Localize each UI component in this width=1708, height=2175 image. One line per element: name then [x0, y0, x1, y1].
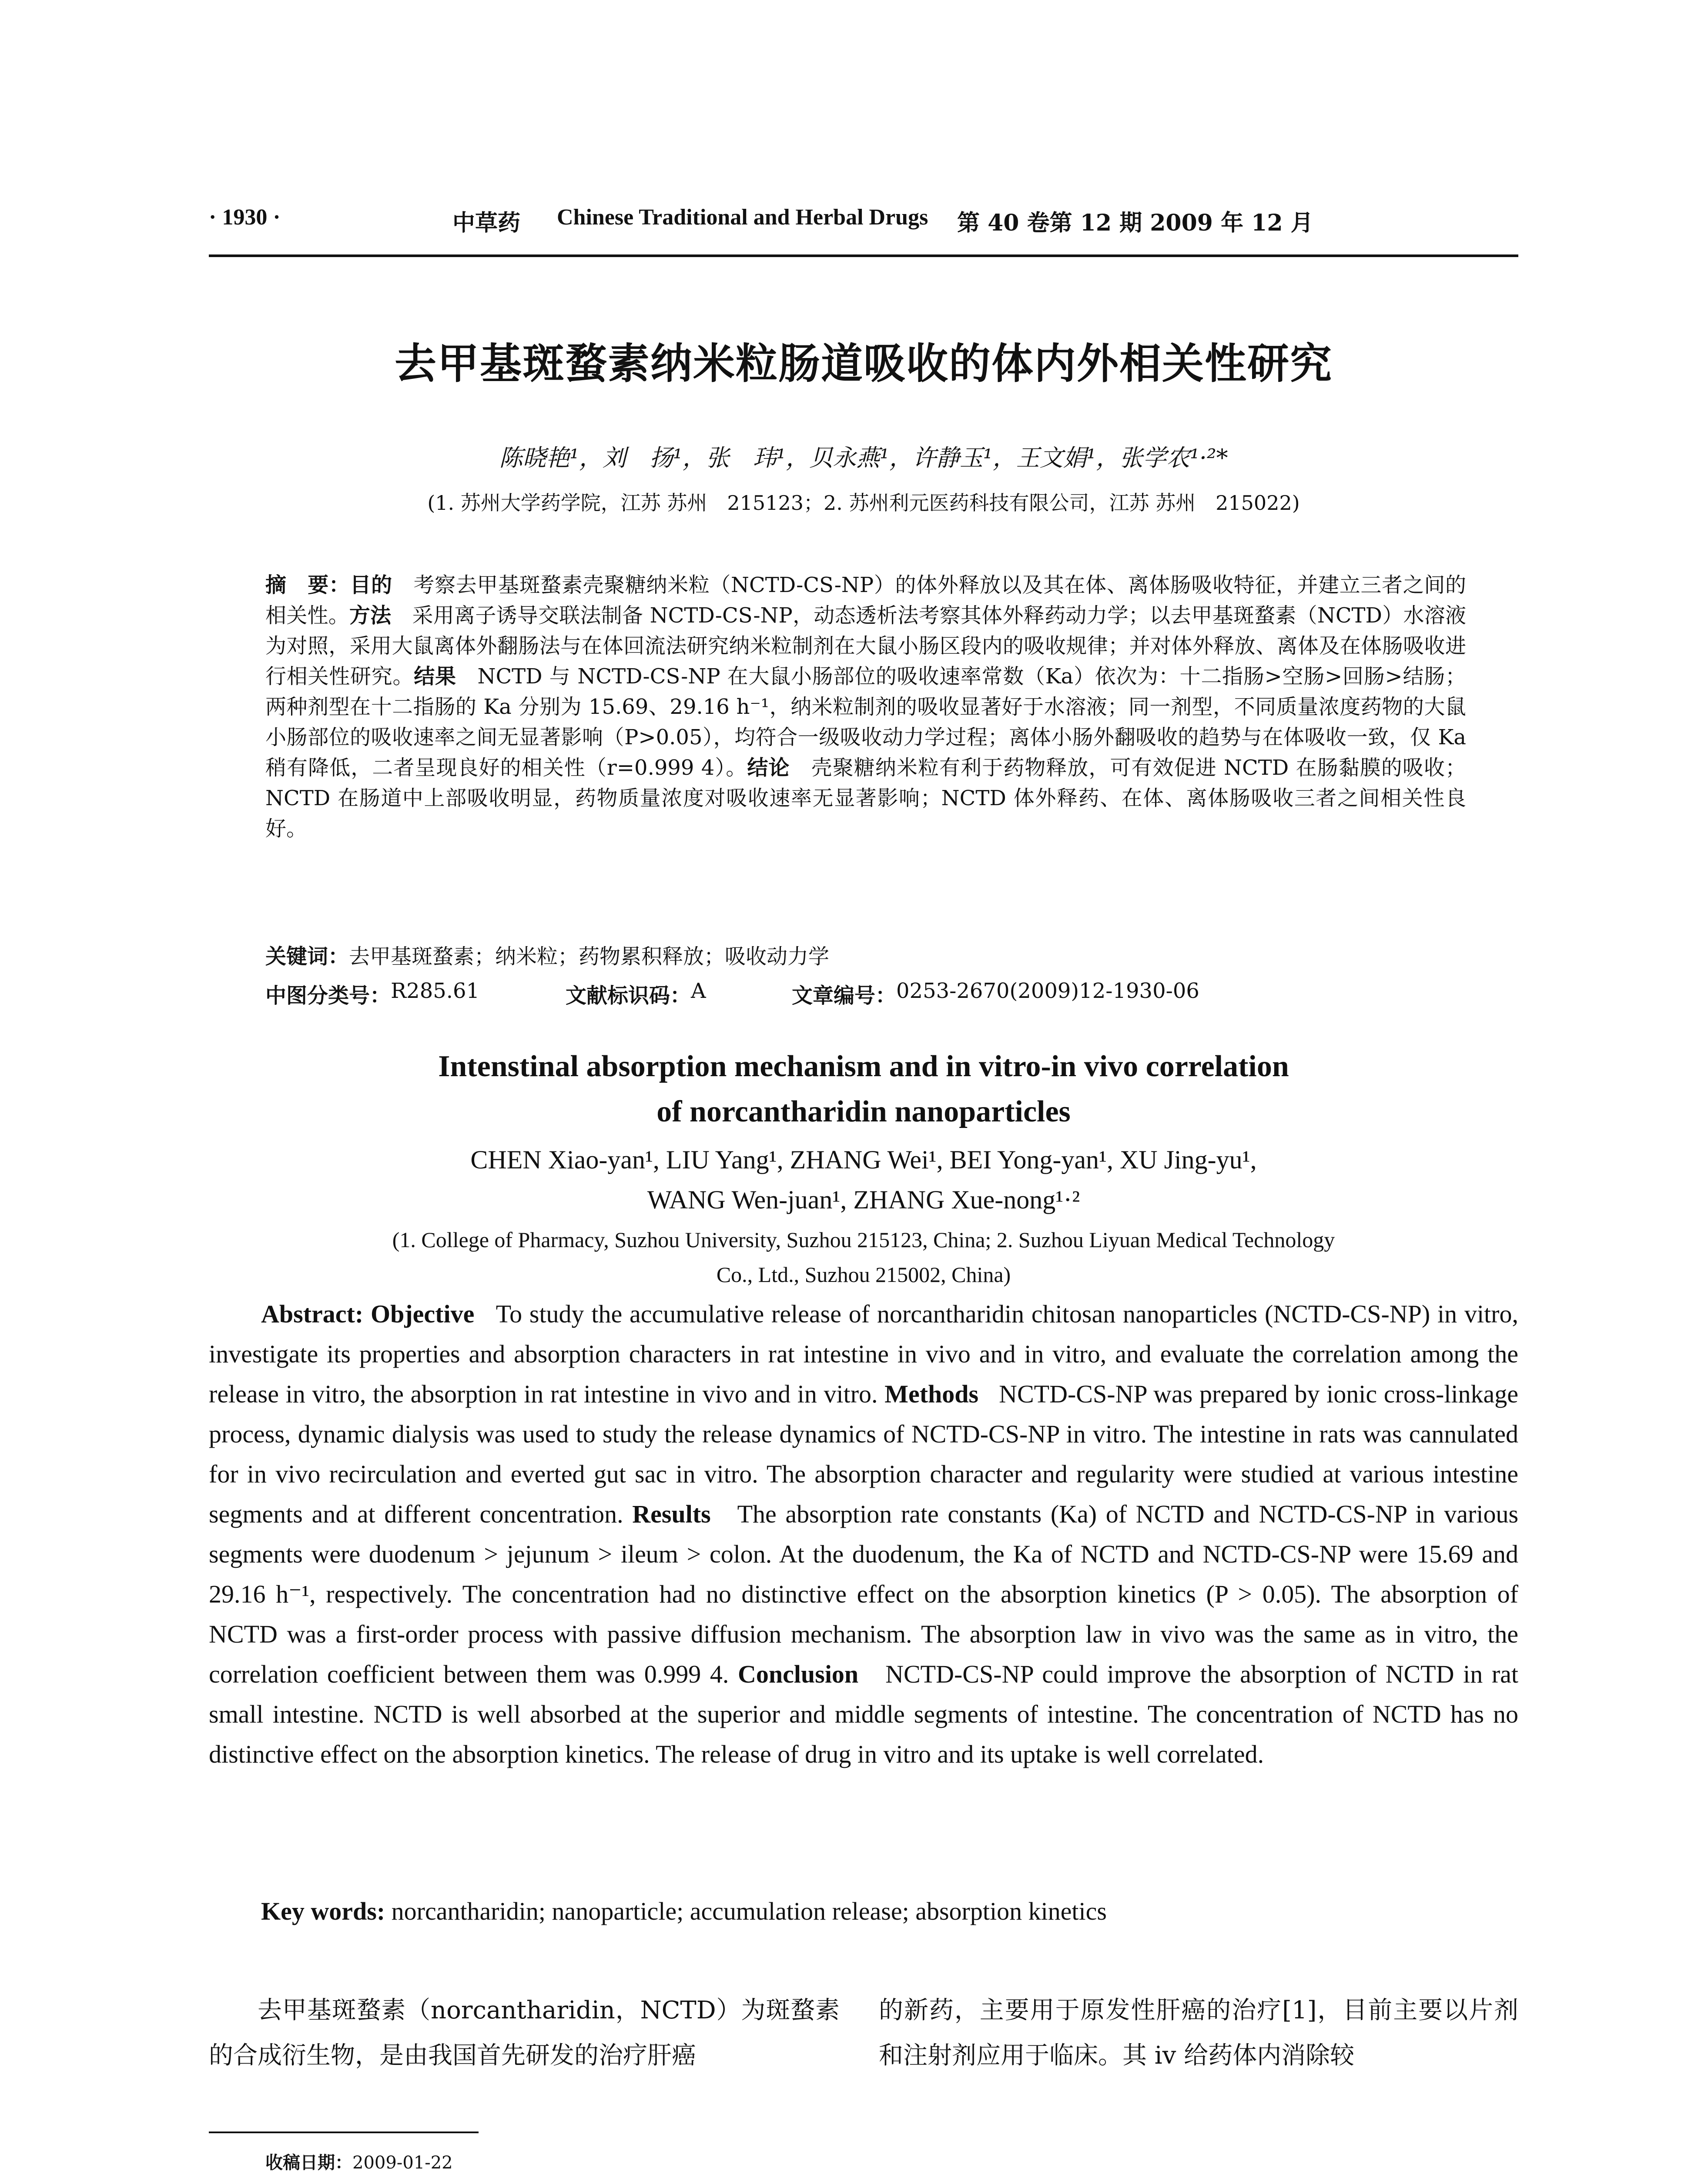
objective-en: To study the accumulative release of norcantharidin chitosan nanoparticles (NCTD-CS-NP) in vitro, investigate its properties and absorption characters in rat intestine in vivo and in vitro, and evaluate the correlation among the release in vitro, the absorption in rat intestine in vivo and in vitro. — [209, 1300, 1519, 1408]
journal-name-en: Chinese Traditional and Herbal Drugs — [557, 205, 928, 230]
keywords-cn-text: 去甲基斑蝥素；纳米粒；药物累积释放；吸收动力学 — [349, 944, 830, 969]
issue-info: 第 40 卷第 12 期 2009 年 12 月 — [957, 210, 1313, 236]
classification-line — [265, 979, 1466, 1008]
conclusion-label-en: Conclusion — [737, 1660, 859, 1688]
keywords-en — [261, 1897, 1518, 1926]
abstract-en — [209, 1294, 1518, 1774]
received-date: 2009-01-22 — [352, 2153, 453, 2173]
keywords-en-text: norcantharidin; nanoparticle; accumulation release; absorption kinetics — [391, 1897, 1107, 1925]
title-en-line-2: of norcantharidin nanoparticles — [656, 1095, 1071, 1128]
article-no-value: 0253-2670(2009)12-1930-06 — [896, 979, 1199, 1003]
methods-en: NCTD-CS-NP was prepared by ionic cross-linkage process, dynamic dialysis was used to study the release dynamics of NCTD-CS-NP in vitro. The intestine in rats was cannulated for in vivo recirculation and everted gut sac in vitro. The absorption character and regularity were studied at various intestine segments and at different concentration. — [209, 1380, 1519, 1528]
authors-cn: 陈晓艳¹，刘 扬¹，张 玮¹，贝永燕¹，许静玉¹，王文娟¹，张学农¹·²* — [499, 444, 1228, 472]
title-cn: 去甲基斑蝥素纳米粒肠道吸收的体内外相关性研究 — [395, 339, 1333, 388]
results-cn: NCTD 与 NCTD-CS-NP 在大鼠小肠部位的吸收速率常数（Ka）依次为：十二指肠>空肠>回肠>结肠；两种剂型在十二指肠的 Ka 分别为 15.69、29.16 h⁻¹，纳米粒制剂的吸收显著好于水溶液；同一剂型，不同质量浓度药物的大鼠小肠部位的吸收速率之间无显著影响（P>0.05），均符合一级吸收动力学过程；离体小肠外翻吸收的趋势与在体吸收一致，仅 Ka 稍有降低，二者呈现良好的相关性（r=0.999 4）。 — [265, 664, 1466, 780]
results-en: The absorption rate constants (Ka) of NCTD and NCTD-CS-NP in various segments were duodenum > jejunum > ileum > colon. At the duodenum, the Ka of NCTD and NCTD-CS-NP were 15.69 and 29.16 h⁻¹, respectively. The concentration had no distinctive effect on the absorption kinetics (P > 0.05). The absorption of NCTD was a first-order process with passive diffusion mechanism. The absorption law in vivo was the same as in vitro, the correlation coefficient between them was 0.999 4. — [209, 1500, 1519, 1688]
conclusion-en: NCTD-CS-NP could improve the absorption of NCTD in rat small intestine. NCTD is well absorbed at the superior and middle segments of intestine. The concentration of NCTD has no distinctive effect on the absorption kinetics. The release of drug in vitro and its uptake is well correlated. — [209, 1660, 1519, 1768]
body-column-left: 去甲基斑蝥素（norcantharidin，NCTD）为斑蝥素的合成衍生物，是由我国首先研发的治疗肝癌 — [209, 1996, 840, 2070]
article-no-label: 文章编号： — [792, 984, 897, 1008]
objective-cn: 考察去甲基斑蝥素壳聚糖纳米粒（NCTD-CS-NP）的体外释放以及其在体、离体肠吸收特征，并建立三者之间的相关性。 — [265, 573, 1466, 628]
running-header — [209, 204, 1518, 239]
conclusion-cn: 壳聚糖纳米粒有利于药物释放，可有效促进 NCTD 在肠黏膜的吸收；NCTD 在肠道中上部吸收明显，药物质量浓度对吸收速率无显著影响；NCTD 体外释药、在体、离体肠吸收三者之间相关性良好。 — [265, 756, 1466, 841]
header-rule — [209, 254, 1518, 257]
abstract-cn — [265, 570, 1466, 844]
keywords-en-label: Key words: — [261, 1897, 385, 1925]
affiliations-en-line-1: (1. College of Pharmacy, Suzhou University, Suzhou 215123, China; 2. Suzhou Liyuan Medical Technology — [392, 1228, 1335, 1252]
affiliations-cn: (1. 苏州大学药学院，江苏 苏州 215123；2. 苏州利元医药科技有限公司，江苏 苏州 215022) — [427, 491, 1300, 515]
footnote-received — [265, 2151, 1527, 2175]
keywords-cn-label: 关键词： — [265, 944, 349, 969]
abstract-cn-label: 摘 要： — [265, 573, 350, 597]
journal-name-cn: 中草药 — [452, 210, 521, 236]
objective-label-en: Objective — [370, 1300, 475, 1328]
results-label-en: Results — [632, 1500, 711, 1528]
footnote-rule — [209, 2132, 479, 2133]
body-column-right: 的新药，主要用于原发性肝癌的治疗[1]，目前主要以片剂和注射剂应用于临床。其 iv 给药体内消除较 — [879, 1996, 1518, 2070]
methods-label-en: Methods — [884, 1380, 979, 1408]
affiliations-en-line-2: Co., Ltd., Suzhou 215002, China) — [716, 1262, 1011, 1287]
methods-label-cn: 方法 — [349, 603, 392, 628]
objective-label-cn: 目的 — [350, 573, 392, 597]
doc-code-value: A — [691, 979, 706, 1003]
received-label: 收稿日期： — [265, 2152, 352, 2173]
doc-code-label: 文献标识码： — [566, 984, 691, 1008]
results-label-cn: 结果 — [414, 664, 456, 689]
authors-en — [209, 1140, 1518, 1220]
keywords-cn — [265, 940, 1466, 970]
authors-en-line-2: WANG Wen-juan¹, ZHANG Xue-nong¹·² — [647, 1185, 1080, 1214]
title-en-line-1: Intenstinal absorption mechanism and in vitro-in vivo correlation — [438, 1050, 1289, 1083]
page-number: · 1930 · — [209, 205, 281, 230]
conclusion-label-cn: 结论 — [747, 756, 790, 780]
affiliations-en — [209, 1222, 1518, 1292]
clc-label: 中图分类号： — [265, 984, 391, 1008]
authors-en-line-1: CHEN Xiao-yan¹, LIU Yang¹, ZHANG Wei¹, BEI Yong-yan¹, XU Jing-yu¹, — [470, 1145, 1257, 1174]
abstract-en-label: Abstract: — [261, 1300, 364, 1328]
methods-cn: 采用离子诱导交联法制备 NCTD-CS-NP，动态透析法考察其体外释药动力学；以去甲基斑蝥素（NCTD）水溶液为对照，采用大鼠离体外翻肠法与在体回流法研究纳米粒制剂在大鼠小肠区段内的吸收规律；并对体外释放、离体及在体肠吸收进行相关性研究。 — [265, 603, 1466, 689]
title-en — [209, 1044, 1518, 1134]
clc-value: R285.61 — [391, 979, 480, 1003]
